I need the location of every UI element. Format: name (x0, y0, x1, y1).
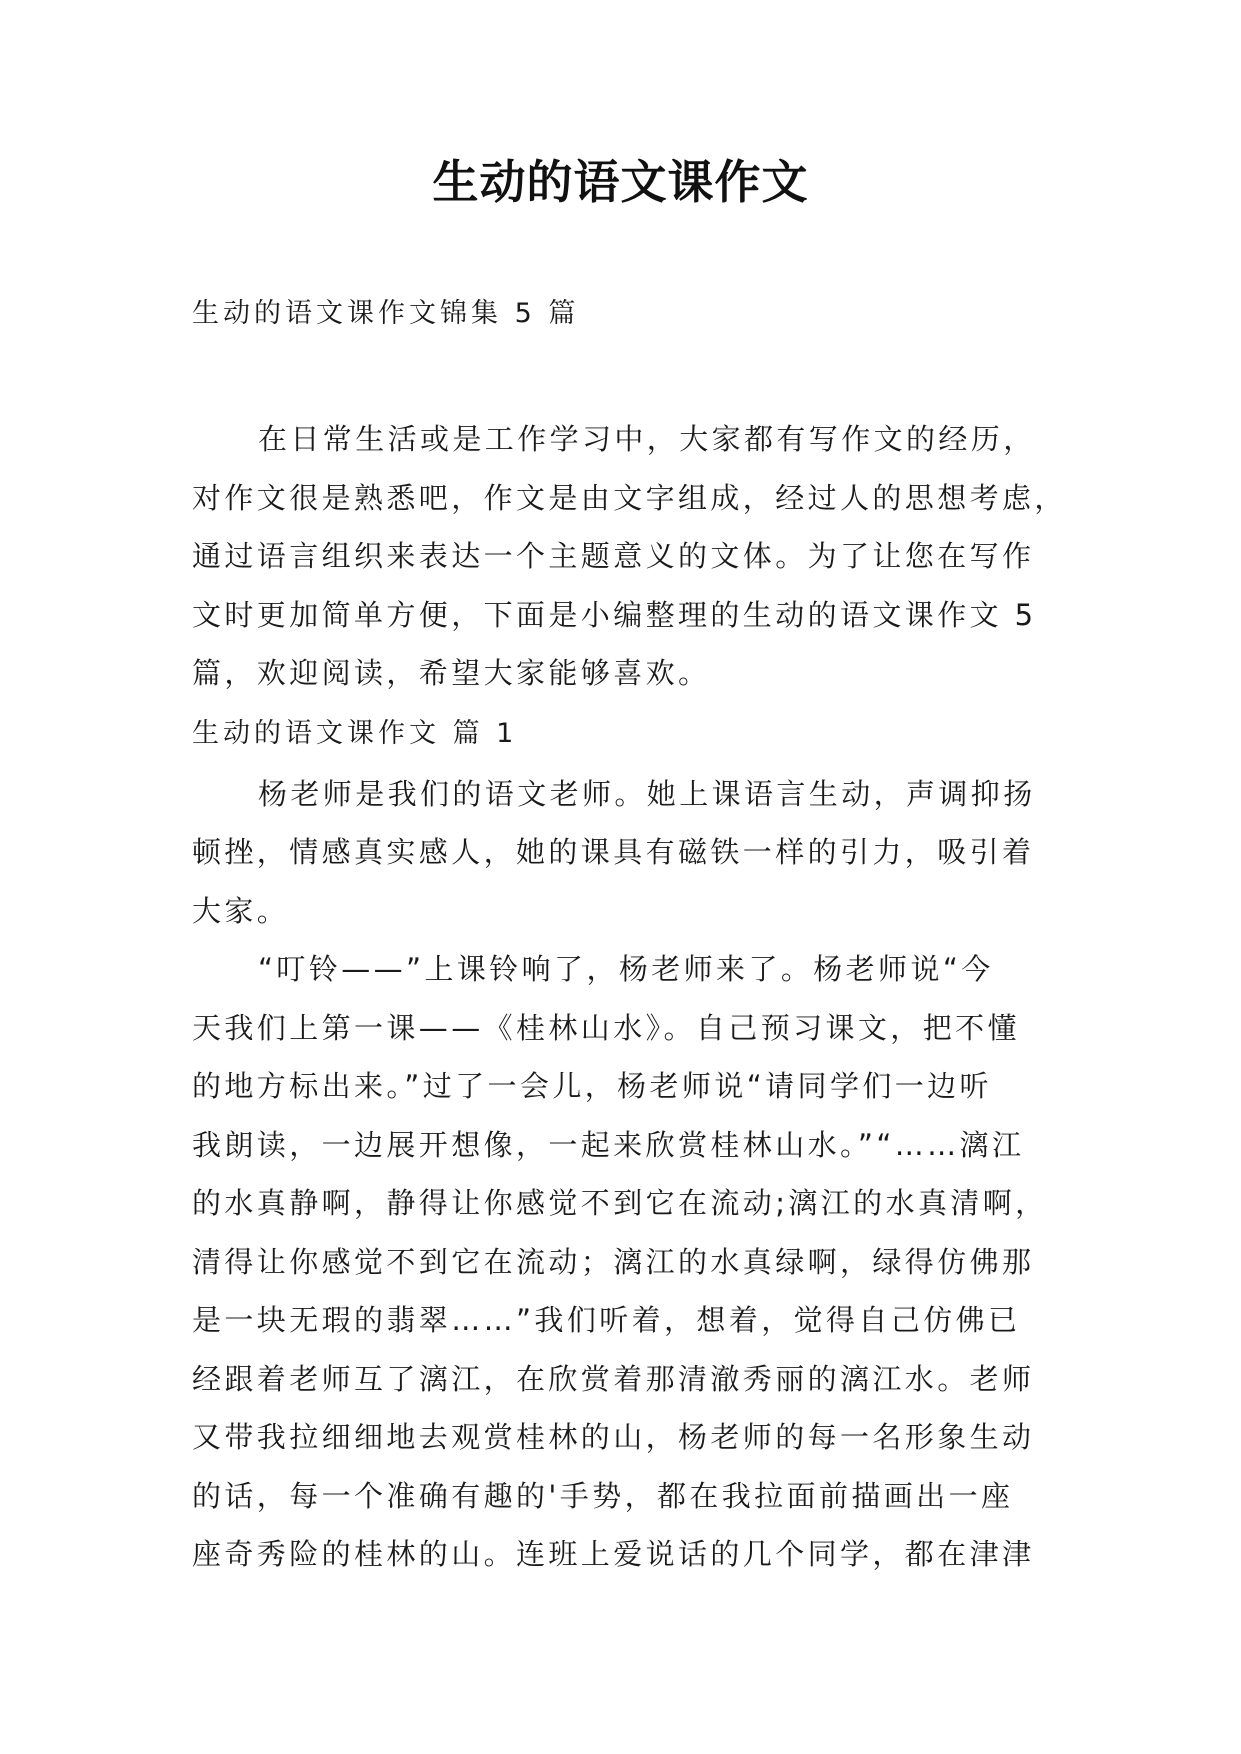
paragraph-line: 又带我拉细细地去观赏桂林的山，杨老师的每一名形象生动 (192, 1420, 1035, 1454)
paragraph-line: 是一块无瑕的翡翠……”我们听着，想着，觉得自己仿佛已 (192, 1303, 1021, 1337)
paragraph-line: 经跟着老师互了漓江，在欣赏着那清澈秀丽的漓江水。老师 (192, 1361, 1035, 1396)
paragraph-line: 的地方标出来。”过了一会儿，杨老师说“请同学们一边听 (192, 1069, 992, 1103)
intro-line: 篇，欢迎阅读，希望大家能够喜欢。 (192, 656, 711, 690)
paragraph-1 (192, 765, 1092, 941)
paragraph-line: “叮铃——”上课铃响了，杨老师来了。杨老师说“今 (258, 952, 994, 986)
intro-line: 在日常生活或是工作学习中，大家都有写作文的经历， (258, 422, 1036, 456)
paragraph-line: 杨老师是我们的语文老师。她上课语言生动，声调抑扬 (258, 776, 1036, 811)
document-subtitle: 生动的语文课作文锦集 5 篇 (192, 298, 580, 329)
intro-line: 对作文很是熟悉吧，作文是由文字组成，经过人的思想考虑， (192, 480, 1067, 515)
document-body (192, 410, 1092, 1584)
section-heading: 生动的语文课作文 篇 1 (192, 717, 518, 749)
intro-line: 通过语言组织来表达一个主题意义的文体。为了让您在写作 (192, 539, 1035, 573)
paragraph-line: 顿挫，情感真实感人，她的课具有磁铁一样的引力，吸引着 (192, 835, 1035, 869)
intro-paragraph (192, 410, 1092, 703)
paragraph-line: 大家。 (192, 893, 290, 928)
paragraph-line: 天我们上第一课——《桂林山水》。自己预习课文，把不懂 (192, 1010, 1020, 1045)
paragraph-line: 的水真静啊，静得让你感觉不到它在流动;漓江的水真清啊， (192, 1186, 1048, 1220)
paragraph-line: 座奇秀险的桂林的山。连班上爱说话的几个同学，都在津津 (192, 1537, 1035, 1571)
paragraph-2 (192, 940, 1092, 1584)
document-title: 生动的语文课作文 (432, 155, 809, 209)
intro-line: 文时更加简单方便，下面是小编整理的生动的语文课作文 5 (192, 597, 1037, 632)
paragraph-line: 的话，每一个准确有趣的'手势，都在我拉面前描画出一座 (192, 1478, 1014, 1513)
paragraph-line: 清得让你感觉不到它在流动；漓江的水真绿啊，绿得仿佛那 (192, 1244, 1035, 1279)
paragraph-line: 我朗读，一边展开想像，一起来欣赏桂林山水。”“……漓江 (192, 1127, 1025, 1162)
